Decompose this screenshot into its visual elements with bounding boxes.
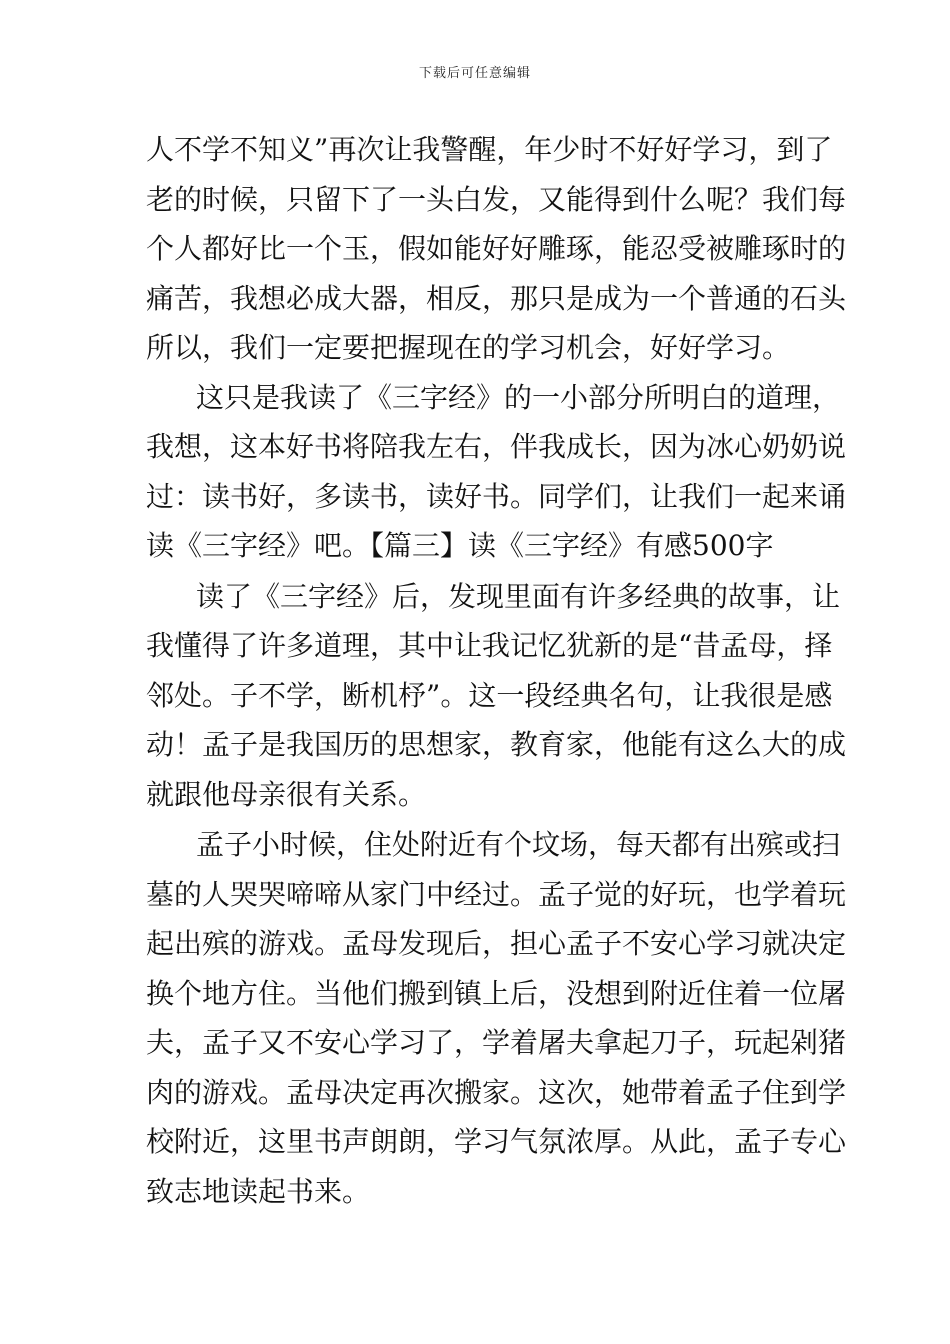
text-line: 读了《三字经》后，发现里面有许多经典的故事，让 [196,580,841,613]
page-header: 下载后可任意编辑 [418,66,531,81]
text-line: 所以，我们一定要把握现在的学习机会，好好学习。 [146,331,791,364]
text-line: 校附近，这里书声朗朗，学习气氛浓厚。从此，孟子专心 [146,1125,847,1158]
text-line: 就跟他母亲很有关系。 [146,778,427,811]
text-line: 致志地读起书来。 [146,1175,371,1208]
text-line: 动！孟子是我国历的思想家，教育家，他能有这么大的成 [146,728,847,761]
text-line: 我懂得了许多道理，其中让我记忆犹新的是“昔孟母，择 [146,629,833,662]
text-line: 墓的人哭哭啼啼从家门中经过。孟子觉的好玩，也学着玩 [146,878,847,911]
text-line: 起出殡的游戏。孟母发现后，担心孟子不安心学习就决定 [146,927,847,960]
text-line: 过：读书好，多读书，读好书。同学们，让我们一起来诵 [146,480,847,513]
text-line: 老的时候，只留下了一头白发，又能得到什么呢？我们每 [146,183,847,216]
text-line: 这只是我读了《三字经》的一小部分所明白的道理， [196,381,841,414]
text-line: 我想，这本好书将陪我左右，伴我成长，因为冰心奶奶说 [146,430,847,463]
text-line: 痛苦，我想必成大器，相反，那只是成为一个普通的石头 [146,282,847,315]
text-line: 邻处。子不学，断机杼”。这一段经典名句，让我很是感 [146,679,833,712]
text-line: 夫，孟子又不安心学习了，学着屠夫拿起刀子，玩起剁猪 [146,1026,847,1059]
text-line: 人不学不知义”再次让我警醒，年少时不好好学习，到了 [146,133,833,166]
text-line: 换个地方住。当他们搬到镇上后，没想到附近住着一位屠 [146,977,847,1010]
text-line: 个人都好比一个玉，假如能好好雕琢，能忍受被雕琢时的 [146,232,847,265]
text-line: 孟子小时候，住处附近有个坟场，每天都有出殡或扫 [196,828,841,861]
section-heading-line: 读《三字经》吧。【篇三】读《三字经》有感500字 [146,529,774,562]
text-line: 肉的游戏。孟母决定再次搬家。这次，她带着孟子住到学 [146,1076,847,1109]
